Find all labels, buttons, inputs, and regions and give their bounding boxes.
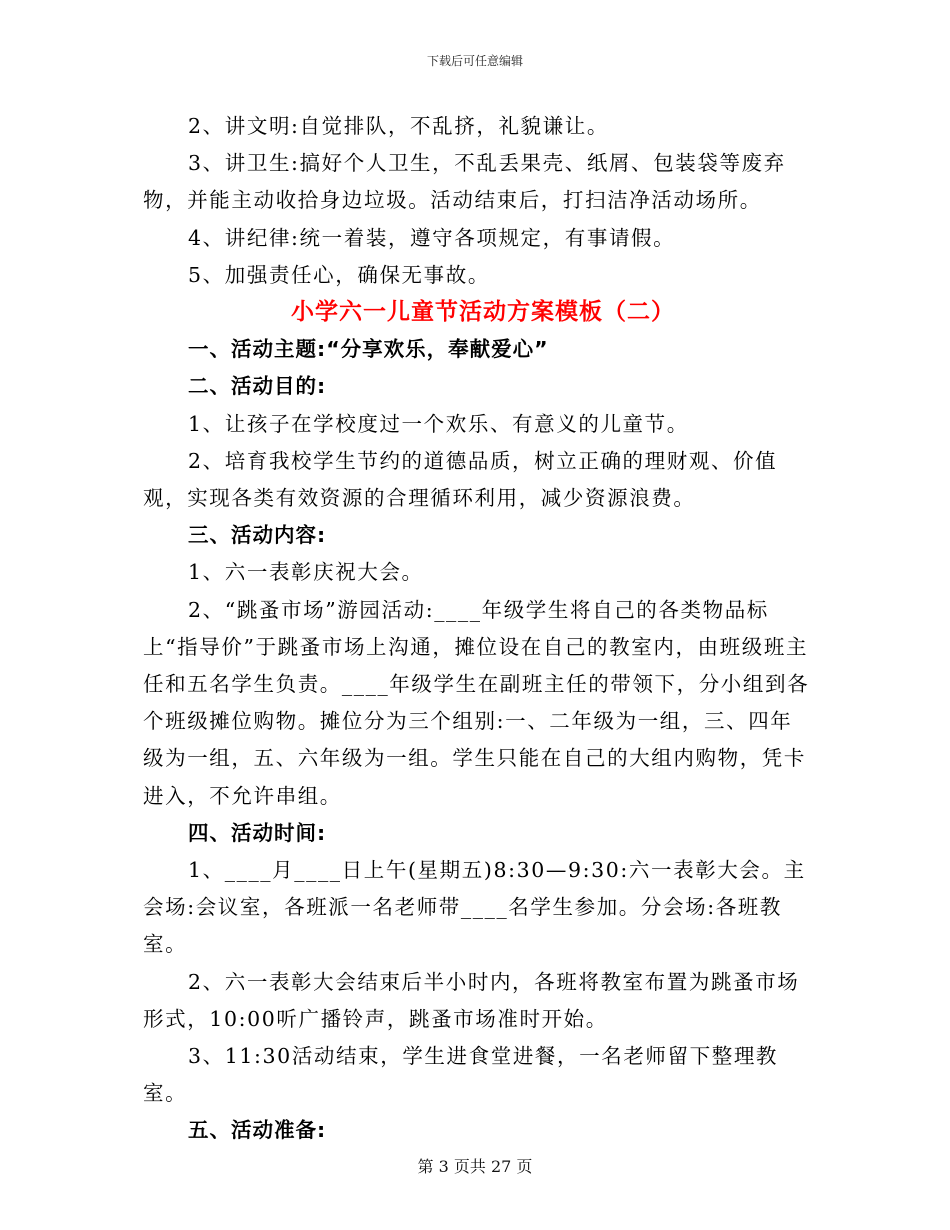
paragraph-purpose-1: 1、让孩子在学校度过一个欢乐、有意义的儿童节。 (188, 411, 689, 436)
page-header: 下载后可任意编辑 (426, 54, 523, 68)
paragraph-time-3: 3、11:30活动结束，学生进食堂进餐，一名老师留下整理教室。 (143, 1044, 779, 1106)
page-footer: 第 3 页共 27 页 (417, 1157, 533, 1176)
heading-purpose: 二、活动目的: (188, 374, 327, 399)
heading-time: 四、活动时间: (188, 820, 327, 845)
paragraph-purpose-2: 2、培育我校学生节约的道德品质，树立正确的理财观、价值观，实现各类有效资源的合理循环利用，减少资源浪费。 (143, 448, 778, 511)
heading-content: 三、活动内容: (188, 523, 327, 548)
document-body (143, 108, 811, 1150)
paragraph-content-2: 2、“跳蚤市场”游园活动:____年级学生将自己的各类物品标上“指导价”于跳蚤市场上沟通，摊位设在自己的教室内，由班级班主任和五名学生负责。____年级学生在副班主任的带领下，分小组到各个班级摊位购物。摊位分为三个组别:一、二年级为一组，三、四年级为一组，五、六年级为一组。学生只能在自己的大组内购物，凭卡进入，不允许串组。 (143, 597, 810, 808)
paragraph-hygiene: 3、讲卫生:搞好个人卫生，不乱丢果壳、纸屑、包装袋等废弃物，并能主动收拾身边垃圾。活动结束后，打扫洁净活动场所。 (143, 151, 786, 213)
paragraph-discipline: 4、讲纪律:统一着装，遵守各项规定，有事请假。 (188, 225, 676, 250)
paragraph-responsibility: 5、加强责任心，确保无事故。 (188, 262, 490, 287)
paragraph-civility: 2、讲文明:自觉排队，不乱挤，礼貌谦让。 (188, 114, 609, 138)
paragraph-time-2: 2、六一表彰大会结束后半小时内，各班将教室布置为跳蚤市场形式，10:00听广播铃声，跳蚤市场准时开始。 (143, 969, 800, 1031)
paragraph-content-1: 1、六一表彰庆祝大会。 (188, 560, 424, 585)
heading-theme: 一、活动主题:“分享欢乐，奉献爱心” (188, 337, 549, 362)
heading-preparation: 五、活动准备: (188, 1118, 327, 1143)
section-title: 小学六一儿童节活动方案模板（二） (291, 299, 675, 326)
paragraph-time-1: 1、____月____日上午(星期五)8:30—9:30:六一表彰大会。主会场:会议室，各班派一名老师带____名学生参加。分会场:各班教室。 (143, 858, 806, 957)
